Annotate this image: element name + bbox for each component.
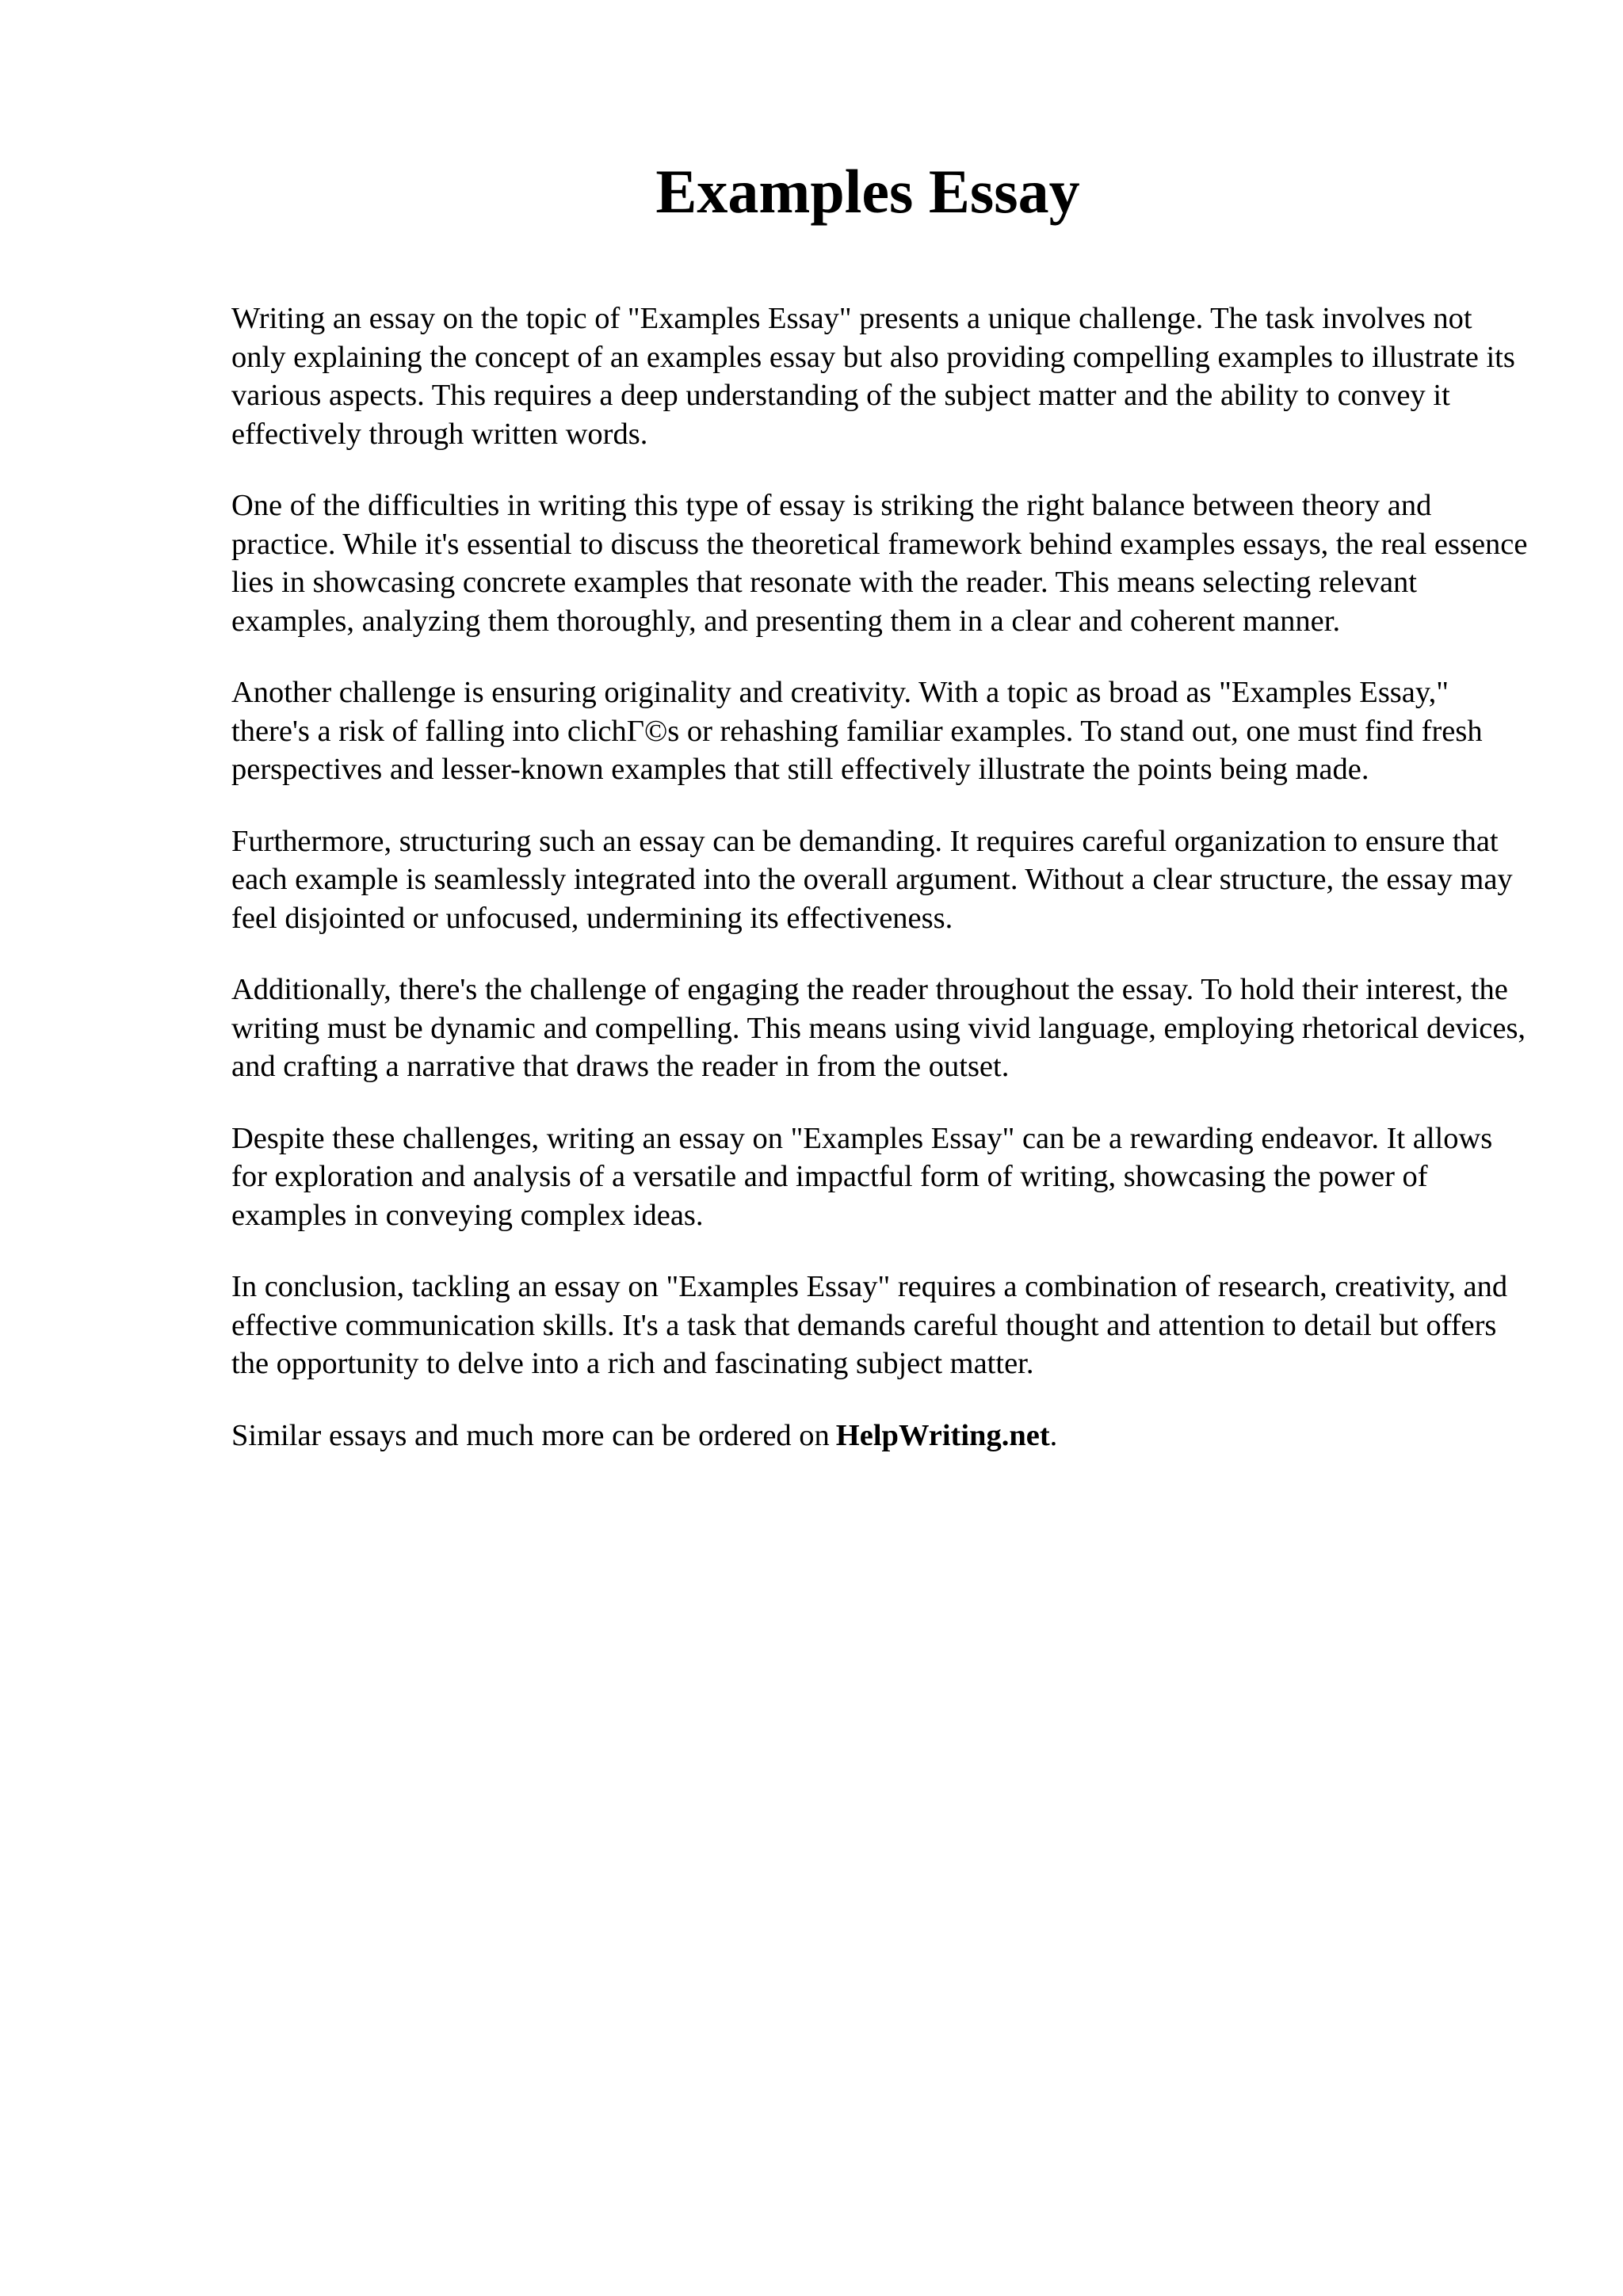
- closing-line: [231, 1417, 1531, 1455]
- paragraph-5: Additionally, there's the challenge of engaging the reader throughout the essay. To hold their interest, the writing must be dynamic and compelling. This means using vivid language, employing rhetorical devices, and crafting a narrative that draws the reader in from the outset.: [231, 973, 1526, 1083]
- paragraph-7: In conclusion, tackling an essay on "Examples Essay" requires a combination of research, creativity, and effective communication skills. It's a task that demands careful thought and attention to detail but offers the opportunity to delve into a rich and fascinating subject matter.: [231, 1270, 1508, 1380]
- helpwriting-link[interactable]: HelpWriting.net: [835, 1418, 1050, 1452]
- document-body: [231, 299, 1531, 1455]
- closing-period: .: [1049, 1418, 1058, 1452]
- document-title: Examples Essay: [655, 157, 1080, 226]
- paragraph-3: Another challenge is ensuring originality and creativity. With a topic as broad as "Examples Essay," there's a risk of falling into clichΓ©s or rehashing familiar examples. To stand out, one must find fresh perspectives and lesser-known examples that still effectively illustrate the points being made.: [231, 676, 1483, 786]
- paragraph-1: Writing an essay on the topic of "Examples Essay" presents a unique challenge. The task involves not only explaining the concept of an examples essay but also providing compelling examples to illustrate its various aspects. This requires a deep understanding of the subject matter and the ability to convey it effectively through written words.: [231, 302, 1515, 451]
- paragraph-6: Despite these challenges, writing an essay on "Examples Essay" can be a rewarding endeavor. It allows for exploration and analysis of a versatile and impactful form of writing, showcasing the power of examples in conveying complex ideas.: [231, 1121, 1493, 1232]
- paragraph-2: One of the difficulties in writing this type of essay is striking the right balance between theory and practice. While it's essential to discuss the theoretical framework behind examples essays, the real essence lies in showcasing concrete examples that resonate with the reader. This means selecting relevant examples, analyzing them thoroughly, and presenting them in a clear and coherent manner.: [231, 489, 1528, 638]
- closing-text: Similar essays and much more can be ordered on: [231, 1418, 830, 1452]
- paragraph-4: Furthermore, structuring such an essay can be demanding. It requires careful organization to ensure that each example is seamlessly integrated into the overall argument. Without a clear structure, the essay may feel disjointed or unfocused, undermining its effectiveness.: [231, 824, 1513, 935]
